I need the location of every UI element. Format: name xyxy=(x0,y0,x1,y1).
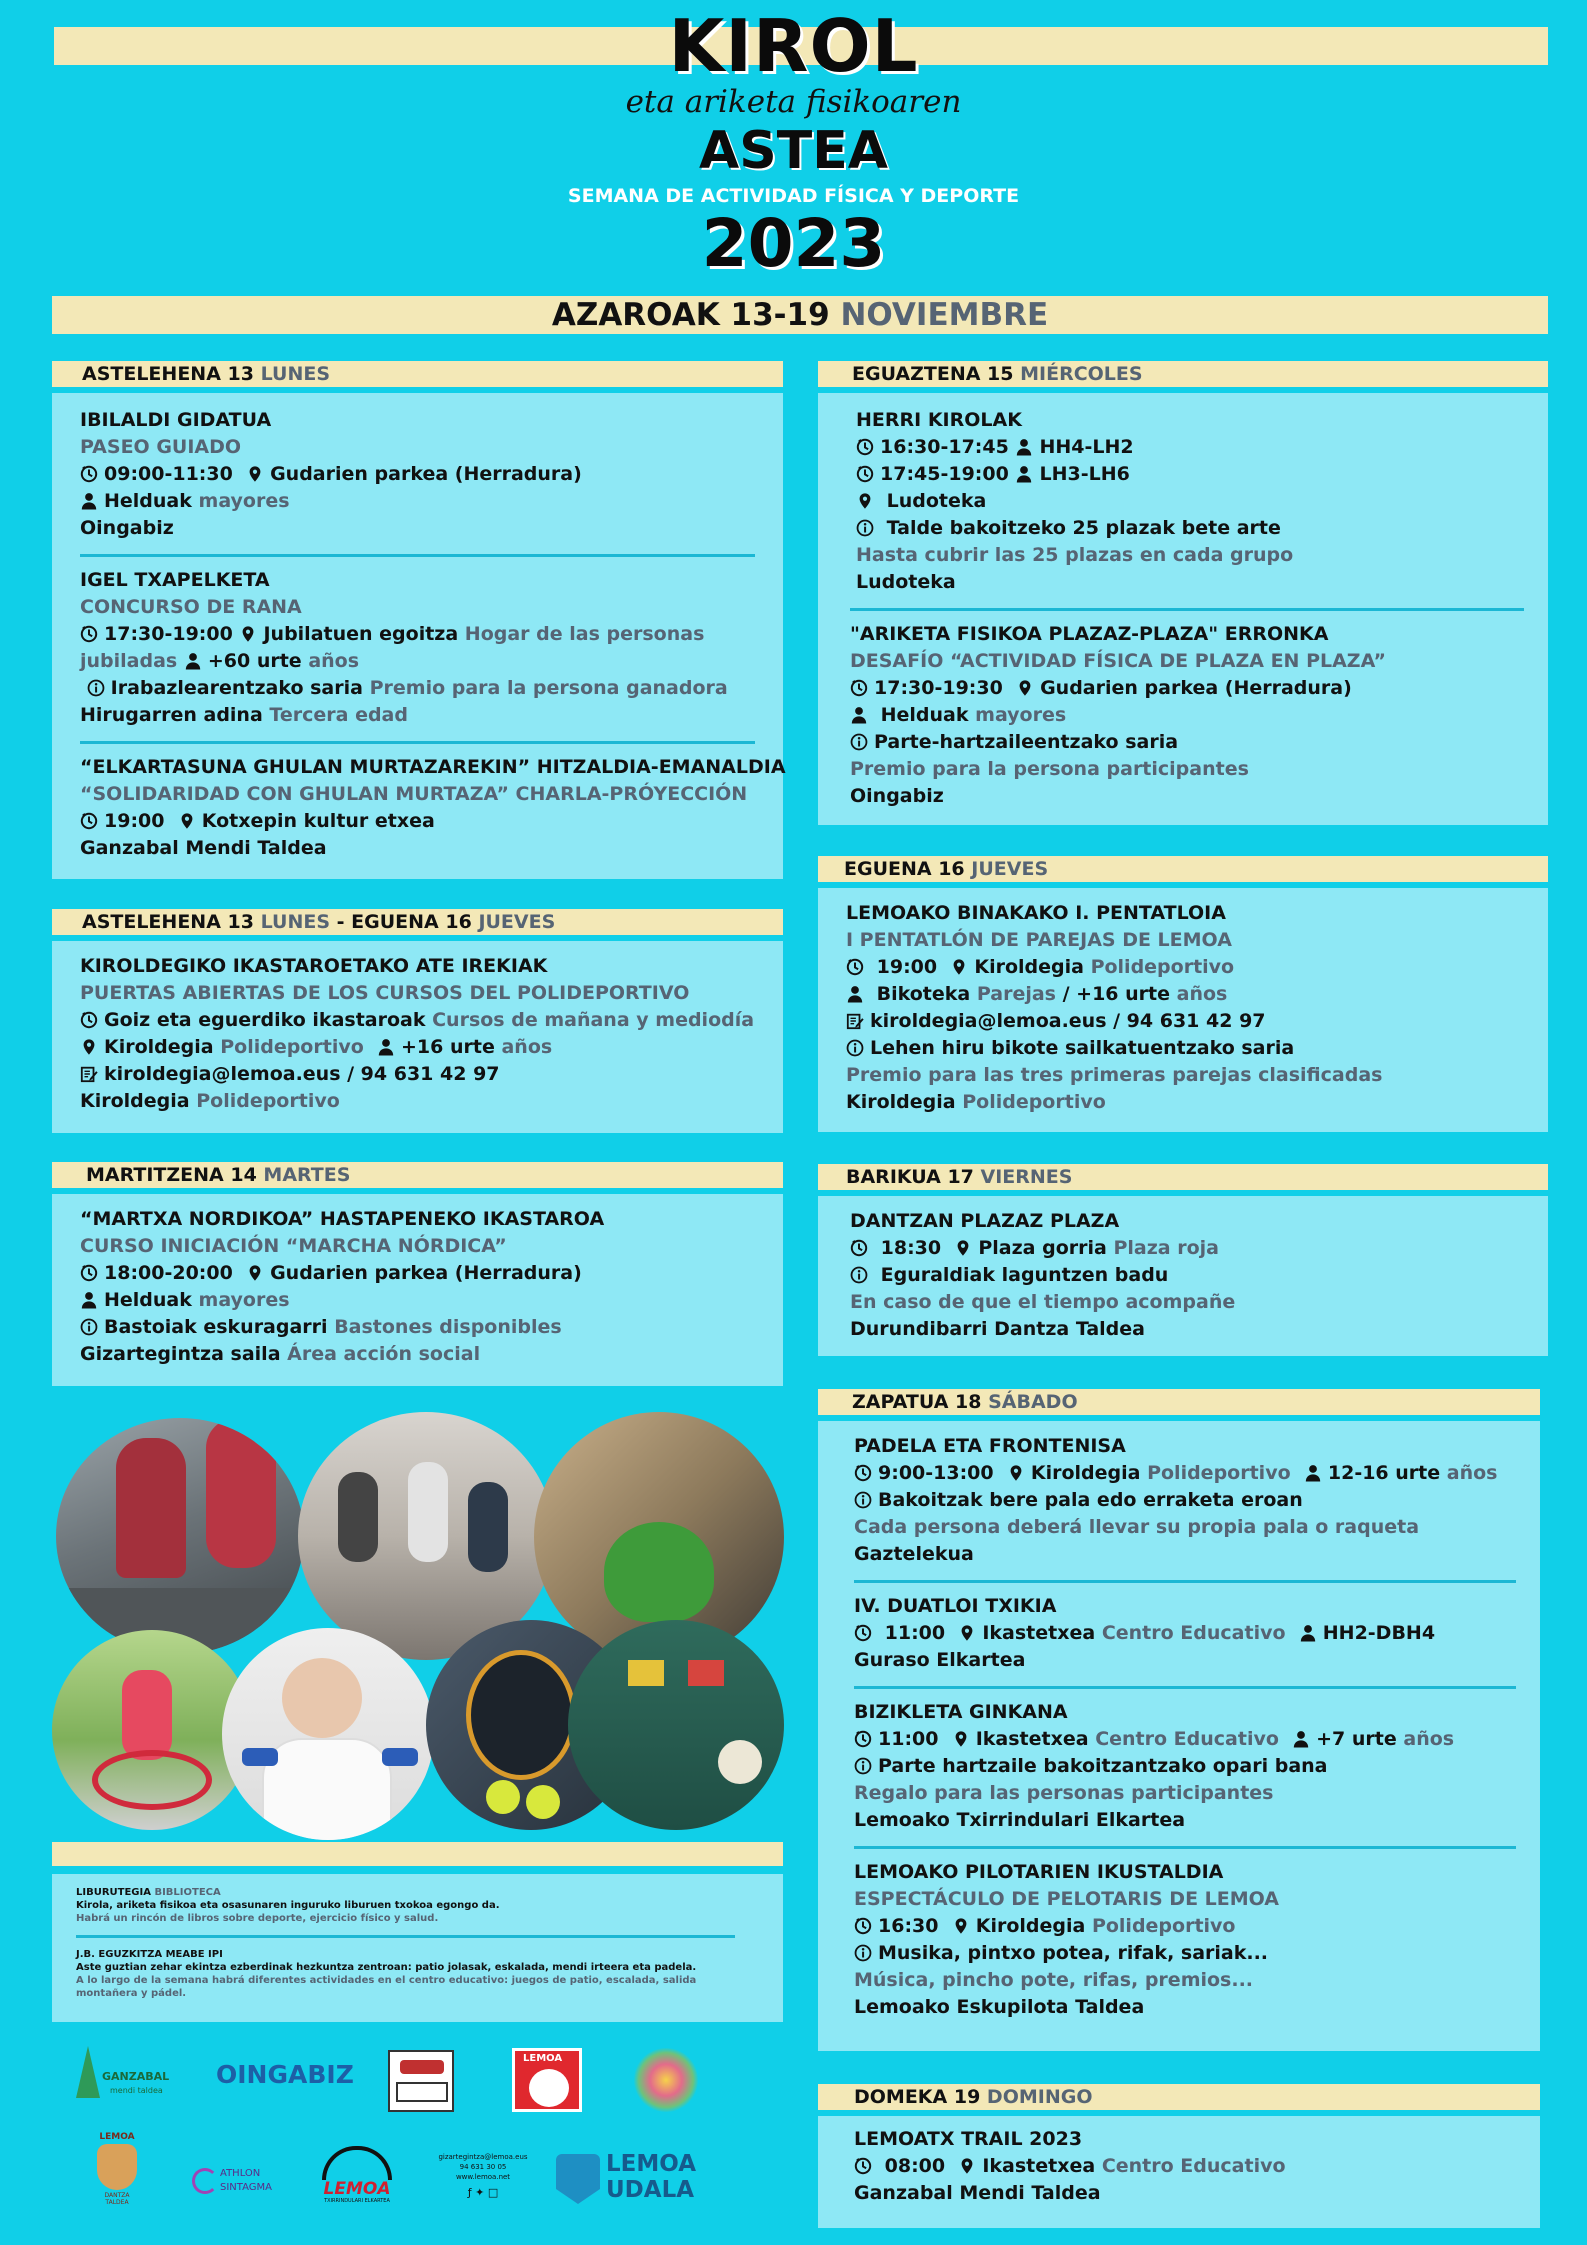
card-wednesday xyxy=(818,393,1548,825)
user-icon xyxy=(1015,438,1033,456)
user-icon xyxy=(850,706,868,724)
edit-icon xyxy=(80,1065,98,1083)
clock-icon xyxy=(854,2157,872,2175)
user-icon xyxy=(1299,1624,1317,1642)
clock-icon xyxy=(854,1624,872,1642)
photo-fronton-ball xyxy=(568,1620,784,1830)
user-icon xyxy=(377,1038,395,1056)
clock-icon xyxy=(854,1730,872,1748)
pin-icon xyxy=(950,958,968,976)
info-icon xyxy=(80,1318,98,1336)
user-icon xyxy=(1015,465,1033,483)
lemoa-club-logo xyxy=(388,2050,454,2112)
user-icon xyxy=(184,652,202,670)
photo-collage xyxy=(52,1412,783,1832)
edit-icon xyxy=(846,1012,864,1030)
note-library-title: LIBURUTEGIA BIBLIOTECA xyxy=(76,1887,221,1898)
clock-icon xyxy=(80,1011,98,1029)
divider xyxy=(854,1686,1516,1689)
durundibarri-logo: LEMOA DANTZA TALDEA xyxy=(92,2132,142,2212)
date-band xyxy=(52,296,1548,334)
user-icon xyxy=(80,1291,98,1309)
info-icon xyxy=(854,1491,872,1509)
starburst-logo xyxy=(634,2048,698,2112)
user-icon xyxy=(846,985,864,1003)
clock-icon xyxy=(854,1464,872,1482)
note-school-title: J.B. EGUZKITZA MEABE IPI xyxy=(76,1949,223,1960)
event-padel: PADELA ETA FRONTENISA 9:00-13:00 Kiroldegia Polideportivo 12-16 urte años Bakoitzak bere pala edo erraketa eroan Cada persona deberá llevar su propia pala o raqueta Gaztelekua xyxy=(854,1435,1498,1565)
pin-icon xyxy=(1016,679,1034,697)
card-mon-thu: KIROLDEGIKO IKASTAROETAKO ATE IREKIAK PUERTAS ABIERTAS DE LOS CURSOS DEL POLIDEPORTIVO Goiz eta eguerdiko ikastaroak Cursos de mañana y mediodía Kiroldegia Polideportivo +16 urte años kiroldegia@lemoa.eus / 94 631 42 97 Kiroldegia Polideportivo xyxy=(52,941,783,1133)
pin-icon xyxy=(239,625,257,643)
title-astea: ASTEA xyxy=(699,121,888,181)
pin-icon xyxy=(952,1730,970,1748)
contact-block: gizartegintza@lemoa.eus 94 631 30 05 www.lemoa.net ƒ ✦ □ xyxy=(438,2153,528,2199)
note-school-es: A lo largo de la semana habrá diferentes actividades en el centro educativo: juegos de patio, escalada, salida montañera y pádel. xyxy=(76,1975,697,1999)
pin-icon xyxy=(80,1038,98,1056)
day-header-saturday: ZAPATUA 18 SÁBADO xyxy=(818,1389,1540,1415)
clock-icon xyxy=(850,1239,868,1257)
date-es: NOVIEMBRE xyxy=(840,297,1049,333)
clock-icon xyxy=(846,958,864,976)
lemoa-red-logo: LEMOA xyxy=(512,2048,582,2112)
pin-icon xyxy=(1007,1464,1025,1482)
title-script: eta ariketa fisikoaren xyxy=(625,84,962,120)
divider xyxy=(80,741,755,744)
event-plaza-challenge: "ARIKETA FISIKOA PLAZAZ-PLAZA" ERRONKA DESAFÍO “ACTIVIDAD FÍSICA DE PLAZA EN PLAZA” 17:30-19:30 Gudarien parkea (Herradura) Helduak mayores Parte-hartzaileentzako saria Premio para la persona participantes Oingabiz xyxy=(850,623,1387,807)
card-notes xyxy=(52,1874,783,2022)
clock-icon xyxy=(850,679,868,697)
card-friday: DANTZAN PLAZAZ PLAZA 18:30 Plaza gorria Plaza roja Eguraldiak laguntzen badu En caso de que el tiempo acompañe Durundibarri Dantza Taldea xyxy=(818,1196,1548,1356)
event-bike-gymkhana: BIZIKLETA GINKANA 11:00 Ikastetxea Centro Educativo +7 urte años Parte hartzaile bakoitzantzako opari bana Regalo para las personas participantes Lemoako Txirrindulari Elkartea xyxy=(854,1701,1455,1831)
lemoa-udala-logo: LEMOA UDALA xyxy=(556,2152,706,2206)
card-sunday: LEMOATX TRAIL 2023 08:00 Ikastetxea Centro Educativo Ganzabal Mendi Taldea xyxy=(818,2116,1540,2228)
event-pelota-show: LEMOAKO PILOTARIEN IKUSTALDIA ESPECTÁCULO DE PELOTARIS DE LEMOA 16:30 Kiroldegia Polideportivo Musika, pintxo potea, rifak, sariak... Música, pincho pote, rifas, premios... Lemoako Eskupilota Taldea xyxy=(854,1861,1280,2018)
pin-icon xyxy=(958,2157,976,2175)
card-tuesday: “MARTXA NORDIKOA” HASTAPENEKO IKASTAROA CURSO INICIACIÓN “MARCHA NÓRDICA” 18:00-20:00 Gudarien parkea (Herradura) Helduak mayores Bastoiak eskuragarri Bastones disponibles Gizartegintza saila Área acción social xyxy=(52,1194,783,1386)
day-header-thursday: EGUENA 16 JUEVES xyxy=(818,856,1548,882)
card-monday xyxy=(52,393,786,879)
note-school-eu: Aste guztian zehar ekintza ezberdinak hezkuntza zentroan: patio jolasak, eskalada, mendi irteera eta padela. xyxy=(76,1962,697,1973)
day-header-wednesday: EGUAZTENA 15 MIÉRCOLES xyxy=(818,361,1548,387)
event-organizer: Oingabiz xyxy=(80,517,174,539)
title-subtitle: SEMANA DE ACTIVIDAD FÍSICA Y DEPORTE xyxy=(567,185,1020,207)
title-kirol: KIROL xyxy=(668,4,919,88)
pin-icon xyxy=(246,465,264,483)
info-icon xyxy=(87,679,105,697)
event-duathlon: IV. DUATLOI TXIKIA 11:00 Ikastetxea Centro Educativo HH2-DBH4 Guraso Elkartea xyxy=(854,1595,1436,1671)
user-icon xyxy=(80,492,98,510)
day-header-sunday: DOMEKA 19 DOMINGO xyxy=(818,2084,1540,2110)
card-saturday xyxy=(818,1421,1540,2051)
info-icon xyxy=(850,733,868,751)
card-thursday: LEMOAKO BINAKAKO I. PENTATLOIA I PENTATLÓN DE PAREJAS DE LEMOA 19:00 Kiroldegia Polideportivo Bikoteka Parejas / +16 urte años kiroldegia@lemoa.eus / 94 631 42 97 Lehen hiru bikote sailkatuentzako saria Premio para las tres primeras parejas clasificadas Kiroldegia Polideportivo xyxy=(818,888,1548,1132)
event-frog-contest: IGEL TXAPELKETA CONCURSO DE RANA 17:30-19:00 Jubilatuen egoitza Hogar de las personas jubiladas +60 urte años Irabazlearentzako saria Premio para la persona ganadora Hirugarren adina Tercera edad xyxy=(80,569,728,726)
event-ghulan-talk: “ELKARTASUNA GHULAN MURTAZAREKIN” HITZALDIA-EMANALDIA “SOLIDARIDAD CON GHULAN MURTAZA” CHARLA-PRÓYECCIÓN 19:00 Kotxepin kultur etxea Ganzabal Mendi Taldea xyxy=(80,756,786,859)
date-eu: AZAROAK 13-19 xyxy=(551,297,830,333)
divider xyxy=(854,1580,1516,1583)
pin-icon xyxy=(954,1239,972,1257)
event-guided-walk: IBILALDI GIDATUA PASEO GUIADO 09:00-11:30 Gudarien parkea (Herradura) Helduak mayores Oingabiz xyxy=(80,407,755,542)
photo-nordic-walking xyxy=(56,1418,304,1654)
user-icon xyxy=(1304,1464,1322,1482)
info-icon xyxy=(854,1757,872,1775)
pin-icon xyxy=(856,492,874,510)
event-herri-kirolak: HERRI KIROLAK 16:30-17:45 HH4-LH2 17:45-19:00 LH3-LH6 Ludoteka Talde bakoitzeko 25 plazak bete arte Hasta cubrir las 25 plazas en cada grupo Ludoteka xyxy=(856,409,1294,593)
day-header-friday: BARIKUA 17 VIERNES xyxy=(818,1164,1548,1190)
pin-icon xyxy=(952,1917,970,1935)
info-icon xyxy=(846,1039,864,1057)
divider xyxy=(80,554,755,557)
ganzabal-logo: GANZABAL mendi taldea xyxy=(76,2046,176,2108)
info-icon xyxy=(850,1266,868,1284)
day-header-mon-thu: ASTELEHENA 13 LUNES - EGUENA 16 JUEVES xyxy=(52,909,783,935)
info-icon xyxy=(854,1944,872,1962)
clock-icon xyxy=(856,438,874,456)
note-library-eu: Kirola, ariketa fisikoa eta osasunaren inguruko liburuen txokoa egongo da. xyxy=(76,1900,500,1911)
event-subtitle: PASEO GUIADO xyxy=(80,436,242,458)
txirrindulari-logo: LEMOA TXIRRINDULARI ELKARTEA xyxy=(312,2146,402,2216)
title-year: 2023 xyxy=(701,205,886,282)
clock-icon xyxy=(856,465,874,483)
user-icon xyxy=(1292,1730,1310,1748)
sponsor-logos xyxy=(52,2040,783,2240)
pin-icon xyxy=(178,812,196,830)
pin-icon xyxy=(246,1264,264,1282)
info-icon xyxy=(856,519,874,537)
notes-band xyxy=(52,1842,783,1866)
oingabiz-logo: OINGABIZ xyxy=(216,2060,354,2089)
pin-icon xyxy=(958,1624,976,1642)
divider xyxy=(850,608,1524,611)
event-title: IBILALDI GIDATUA xyxy=(80,409,272,431)
clock-icon xyxy=(80,465,98,483)
clock-icon xyxy=(854,1917,872,1935)
clock-icon xyxy=(80,812,98,830)
day-header-monday: ASTELEHENA 13 LUNES xyxy=(52,361,783,387)
clock-icon xyxy=(80,1264,98,1282)
day-header-tuesday: MARTITZENA 14 MARTES xyxy=(52,1162,783,1188)
clock-icon xyxy=(80,625,98,643)
photo-senior-dumbbells xyxy=(222,1628,434,1840)
athlon-logo: ATHLON SINTAGMA xyxy=(192,2162,282,2202)
note-library-es: Habrá un rincón de libros sobre deporte, ejercicio físico y salud. xyxy=(76,1913,439,1924)
divider xyxy=(854,1846,1516,1849)
